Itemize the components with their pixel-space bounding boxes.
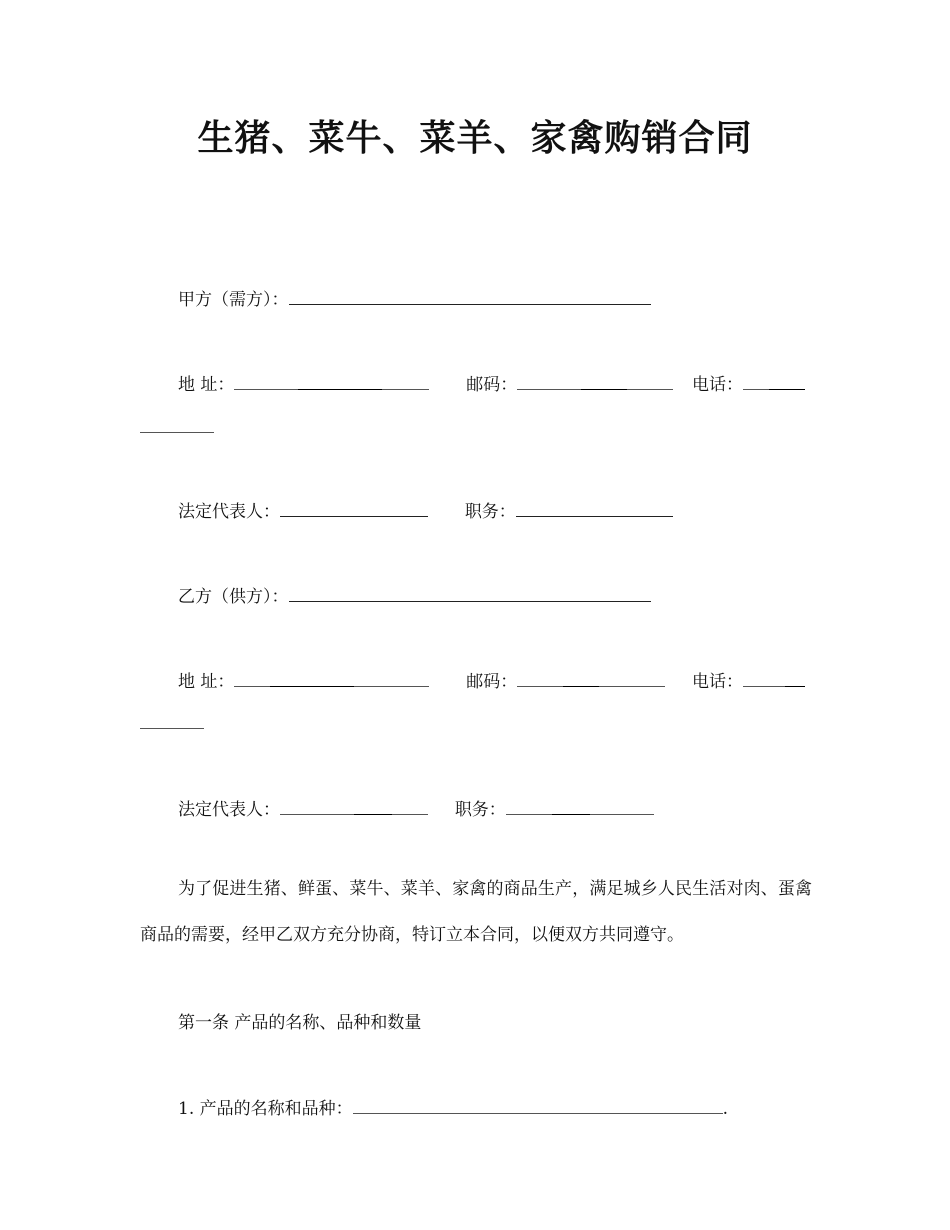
party-a-address-row xyxy=(178,370,805,395)
article-1-item-1-row xyxy=(178,1094,728,1119)
party-b-phone-field[interactable] xyxy=(743,672,805,687)
article-1-item-1-label: 1. 产品的名称和品种： xyxy=(178,1099,353,1119)
party-a-position-label: 职务： xyxy=(464,502,516,522)
party-a-legal-rep-label: 法定代表人： xyxy=(178,502,280,522)
party-a-phone-field[interactable] xyxy=(743,375,805,390)
party-a-phone-field-continued[interactable] xyxy=(140,418,214,433)
party-a-postcode-label: 邮码： xyxy=(466,375,518,395)
party-b-address-field[interactable] xyxy=(234,672,429,687)
product-name-field[interactable] xyxy=(353,1099,723,1114)
party-a-name-field[interactable] xyxy=(289,290,651,305)
party-b-legal-rep-row xyxy=(178,795,654,820)
party-a-legal-rep-row xyxy=(178,497,673,522)
party-a-label: 甲方（需方）： xyxy=(178,290,289,310)
party-b-phone-field-continued[interactable] xyxy=(140,714,204,729)
party-a-position-field[interactable] xyxy=(516,502,673,517)
preamble-paragraph: 为了促进生猪、鲜蛋、菜牛、菜羊、家禽的商品生产，满足城乡人民生活对肉、蛋禽商品的需要，经甲乙双方充分协商，特订立本合同，以便双方共同遵守。 xyxy=(140,879,812,945)
party-b-name-field[interactable] xyxy=(289,587,651,602)
party-b-address-row xyxy=(178,667,805,692)
party-b-postcode-field[interactable] xyxy=(517,672,665,687)
party-b-address-label: 地 址： xyxy=(178,672,235,692)
party-a-address-label: 地 址： xyxy=(178,375,235,395)
article-1-heading: 第一条 产品的名称、品种和数量 xyxy=(178,1013,422,1033)
party-a-postcode-field[interactable] xyxy=(517,375,673,390)
party-b-position-field[interactable] xyxy=(506,800,654,815)
party-a-row xyxy=(178,285,651,310)
article-1-item-1-end: . xyxy=(722,1099,729,1119)
party-b-label: 乙方（供方）： xyxy=(178,587,289,607)
party-b-phone-label: 电话： xyxy=(692,672,744,692)
party-b-row xyxy=(178,582,651,607)
party-b-position-label: 职务： xyxy=(454,800,506,820)
party-b-legal-rep-label: 法定代表人： xyxy=(178,800,280,820)
page-title: 生猪、菜牛、菜羊、家禽购销合同 xyxy=(197,118,753,159)
party-b-legal-rep-field[interactable] xyxy=(280,800,428,815)
party-b-postcode-label: 邮码： xyxy=(466,672,518,692)
party-a-address-field[interactable] xyxy=(234,375,429,390)
party-a-phone-label: 电话： xyxy=(692,375,744,395)
party-a-legal-rep-field[interactable] xyxy=(280,502,428,517)
